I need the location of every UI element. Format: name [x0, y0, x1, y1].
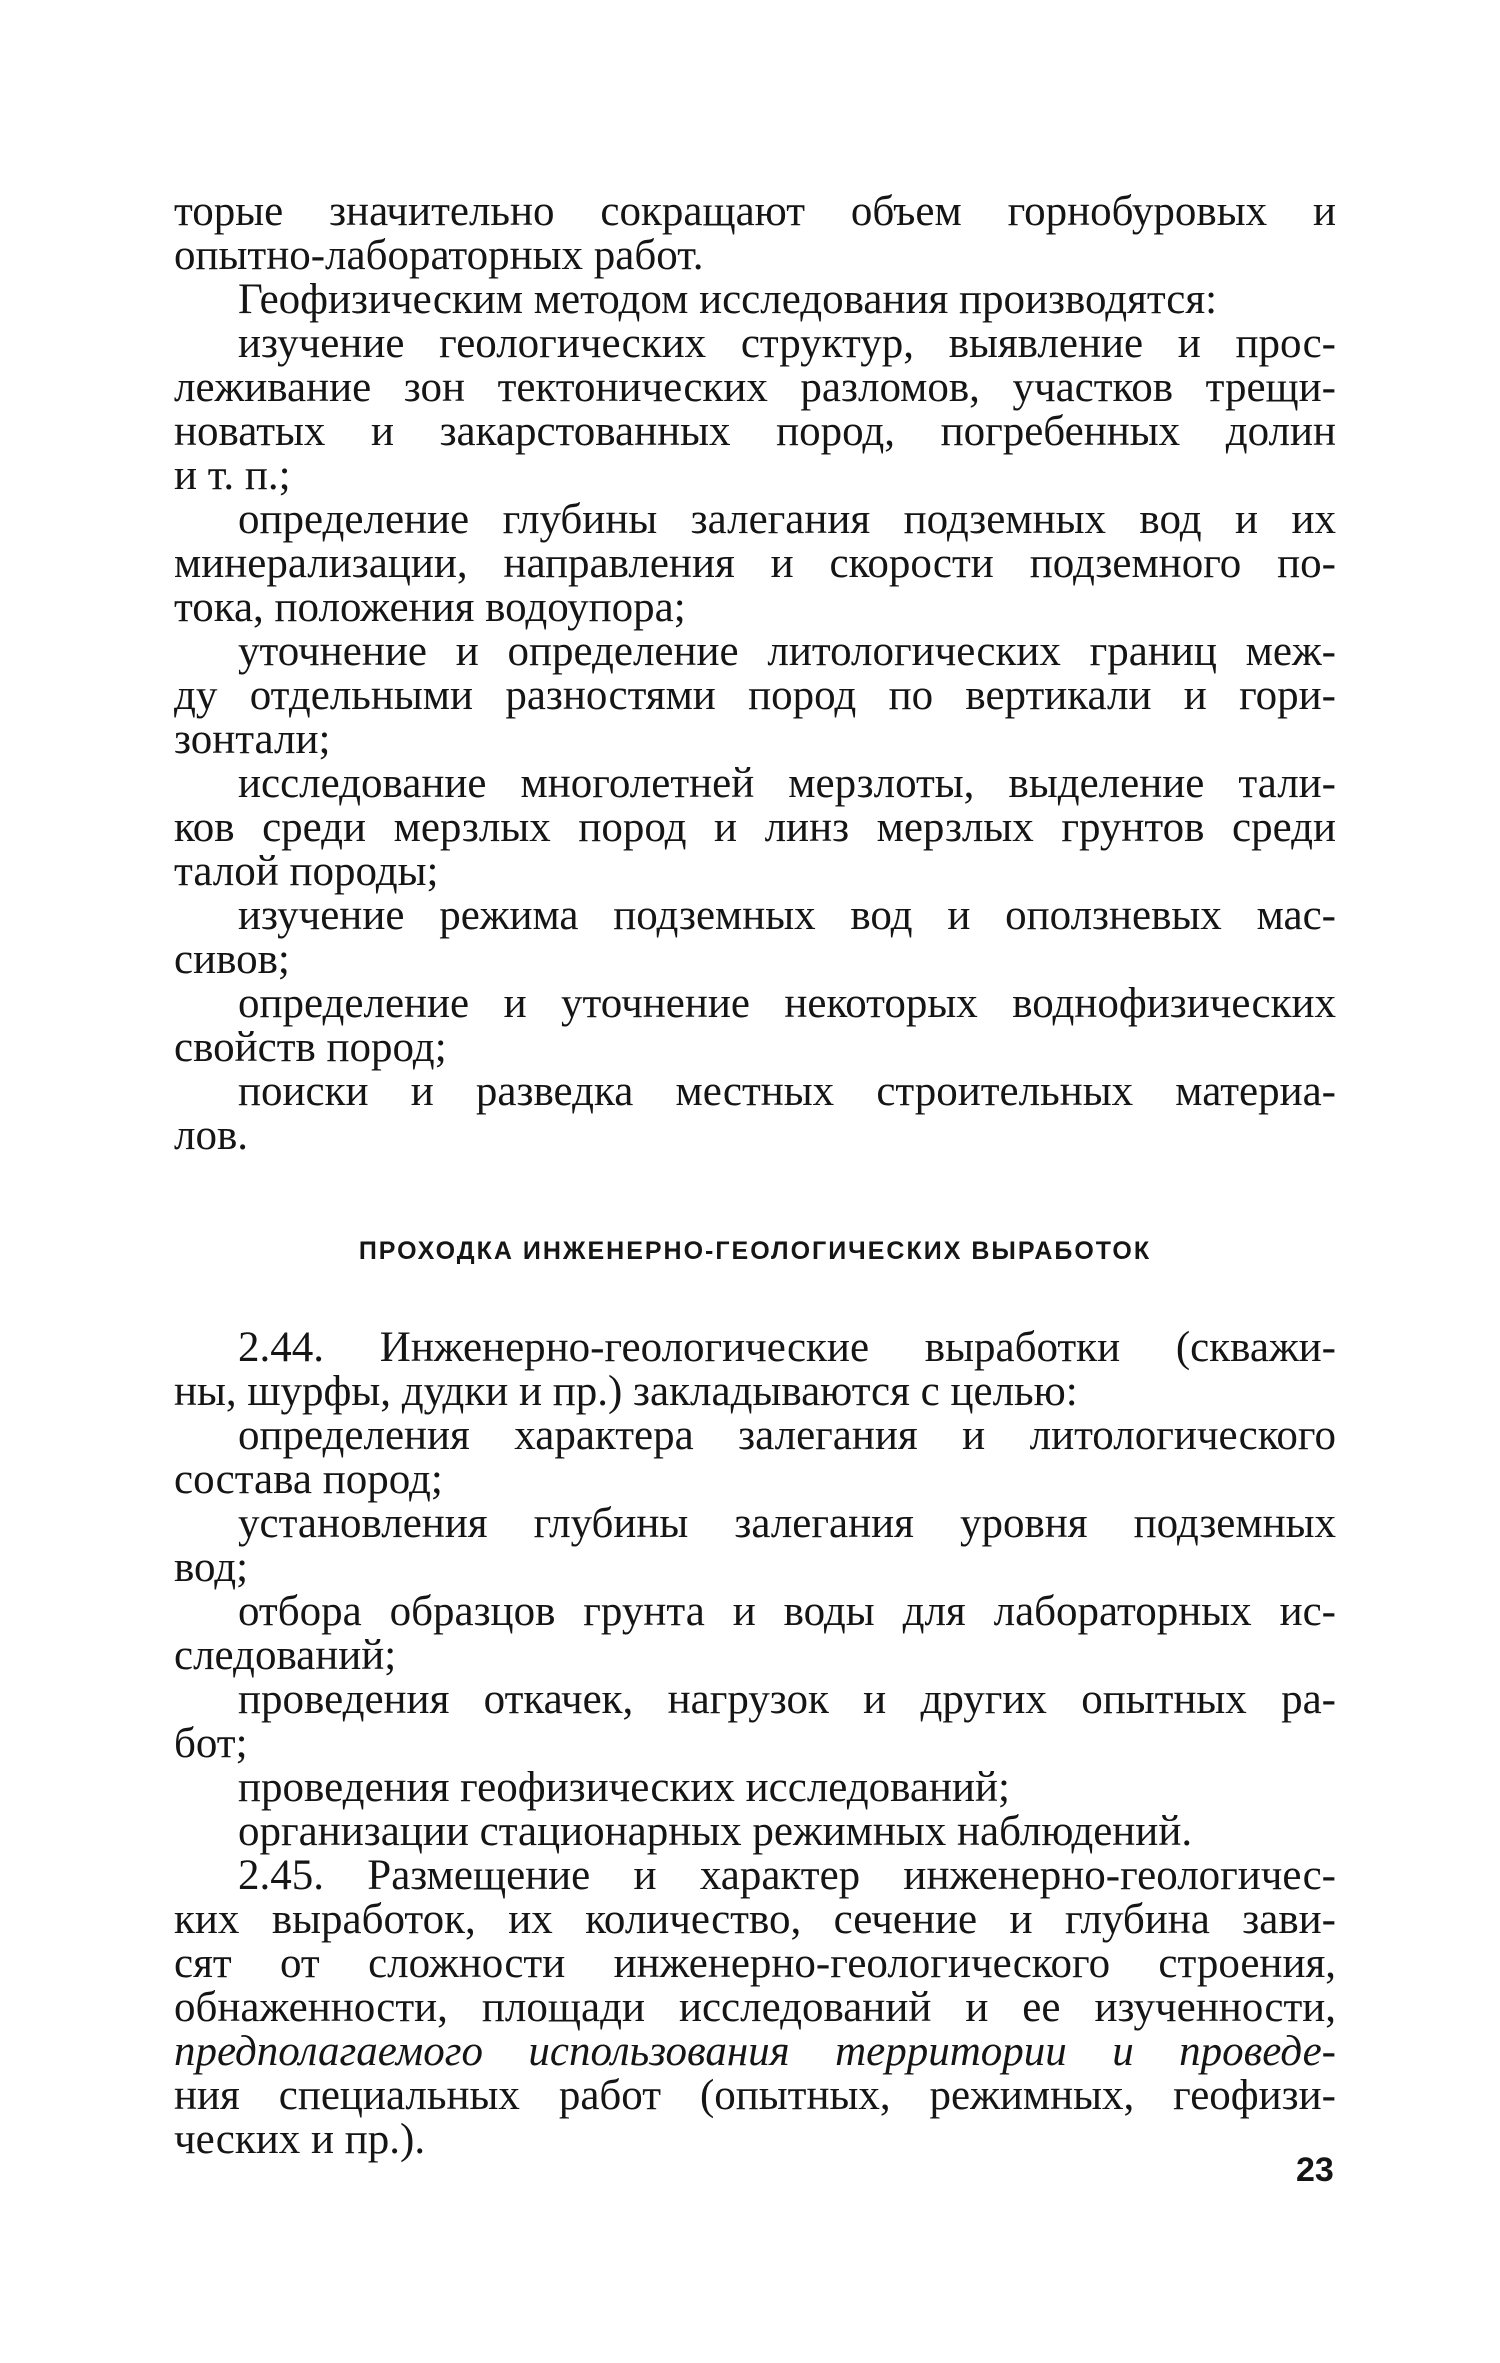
text-line: проведения откачек, нагрузок и других опытных ра- — [238, 1676, 1336, 1723]
list-item — [174, 1502, 1336, 1590]
text-line: предполагаемого использования территории и проведе- — [174, 2028, 1336, 2075]
text-line: опытно-лабораторных работ. — [174, 232, 704, 279]
text-line: тока, положения водоупора; — [174, 584, 686, 631]
purpose-list — [174, 1414, 1336, 1854]
text-line: леживание зон тектонических разломов, участков трещи- — [174, 364, 1336, 411]
text-line: ких выработок, их количество, сечение и глубина зави- — [174, 1896, 1336, 1943]
text-line: талой породы; — [174, 848, 439, 895]
text-line: изучение геологических структур, выявление и прос- — [238, 320, 1336, 367]
text-line: определение глубины залегания подземных вод и их — [238, 496, 1336, 543]
text-line: поиски и разведка местных строительных материа- — [238, 1068, 1336, 1115]
list-item — [174, 322, 1336, 498]
page-number: 23 — [1296, 2151, 1334, 2189]
list-item — [174, 982, 1336, 1070]
text-line: определение и уточнение некоторых воднофизических — [238, 980, 1336, 1027]
list-item — [174, 1070, 1336, 1158]
text-line: сят от сложности инженерно-геологического строения, — [174, 1940, 1336, 1987]
text-line: новатых и закарстованных пород, погребенных долин — [174, 408, 1336, 455]
opening-paragraph — [174, 190, 1336, 278]
text-line: бот; — [174, 1720, 248, 1767]
text-line: состава пород; — [174, 1456, 443, 1503]
text-line: ческих и пр.). — [174, 2116, 426, 2163]
text-line: ду отдельными разностями пород по вертикали и гори- — [174, 672, 1336, 719]
text-line: и т. п.; — [174, 452, 291, 499]
text-line: организации стационарных режимных наблюдений. — [238, 1808, 1193, 1855]
text-line: уточнение и определение литологических границ меж- — [238, 628, 1336, 675]
text-line: минерализации, направления и скорости подземного по- — [174, 540, 1336, 587]
list-item — [174, 498, 1336, 630]
text-line: 2.45. Размещение и характер инженерно-геологичес- — [238, 1852, 1336, 1899]
text-line: 2.44. Инженерно-геологические выработки (скважи- — [238, 1324, 1336, 1371]
list-item — [174, 1414, 1336, 1502]
list-item — [174, 762, 1336, 894]
text-line: ния специальных работ (опытных, режимных, геофизи- — [174, 2072, 1336, 2119]
list-item — [174, 630, 1336, 762]
text-line: исследование многолетней мерзлоты, выделение тали- — [238, 760, 1336, 807]
text-line: следований; — [174, 1632, 397, 1679]
text-line: определения характера залегания и литологического — [238, 1412, 1336, 1459]
list-item — [174, 1678, 1336, 1766]
text-line: свойств пород; — [174, 1024, 447, 1071]
list-item — [174, 1590, 1336, 1678]
list-item — [174, 1766, 1336, 1810]
text-line: отбора образцов грунта и воды для лабораторных ис- — [238, 1588, 1336, 1635]
text-line: изучение режима подземных вод и оползневых мас- — [238, 892, 1336, 939]
text-line: вод; — [174, 1544, 249, 1591]
text-line: сивов; — [174, 936, 290, 983]
text-line: проведения геофизических исследований; — [238, 1764, 1010, 1811]
text-line: установления глубины залегания уровня подземных — [238, 1500, 1336, 1547]
text-line: торые значительно сокращают объем горнобуровых и — [174, 188, 1336, 235]
paragraph-2-44 — [174, 1326, 1336, 1414]
text-line: обнаженности, площади исследований и ее изученности, — [174, 1984, 1336, 2031]
list-item — [174, 894, 1336, 982]
geophysics-list — [174, 322, 1336, 1158]
text-line: ков среди мерзлых пород и линз мерзлых грунтов среди — [174, 804, 1336, 851]
list-item — [174, 1810, 1336, 1854]
paragraph-2-45 — [174, 1854, 1336, 2162]
intro-line: Геофизическим методом исследования производятся: — [238, 276, 1218, 323]
text-line: ны, шурфы, дудки и пр.) закладываются с целью: — [174, 1368, 1078, 1415]
page-body — [174, 190, 1336, 2162]
section-heading: ПРОХОДКА ИНЖЕНЕРНО-ГЕОЛОГИЧЕСКИХ ВЫРАБОТОК — [358, 1237, 1152, 1265]
text-line: лов. — [174, 1112, 249, 1159]
text-line: зонтали; — [174, 716, 331, 763]
